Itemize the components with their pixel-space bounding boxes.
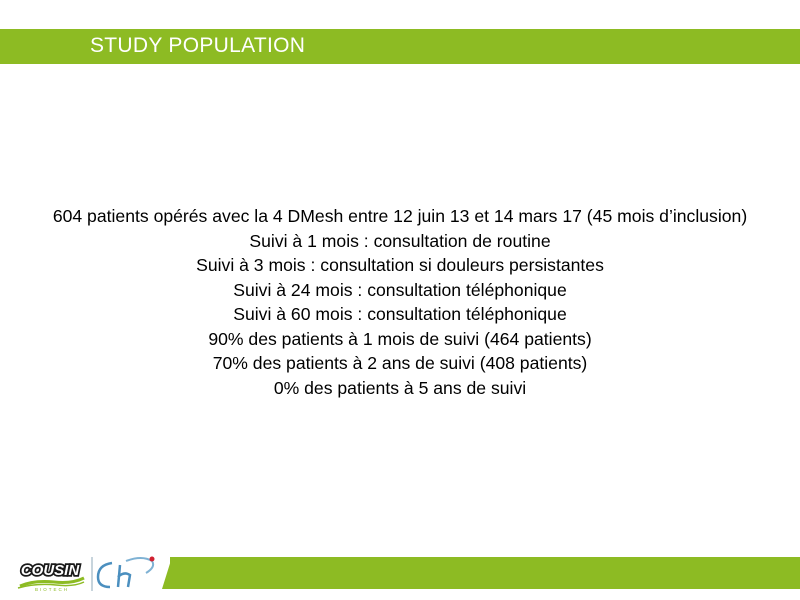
- slide-title: STUDY POPULATION: [90, 34, 306, 57]
- content-line-followup-60-months: Suivi à 60 mois : consultation téléphonique: [233, 304, 567, 324]
- footer-bar: [170, 557, 800, 589]
- content-line-followup-24-months: Suivi à 24 mois : consultation téléphonique: [233, 279, 567, 300]
- content-line-inclusion: 604 patients opérés avec la 4 DMesh entre 12 juin 13 et 14 mars 17 (45 mois d’inclusion): [52, 206, 748, 226]
- content-line-rate-5-years: 0% des patients à 5 ans de suivi: [273, 377, 527, 398]
- content-line-followup-1-month: Suivi à 1 mois : consultation de routine: [249, 230, 551, 251]
- title-bar: [0, 29, 800, 64]
- svg-text:BIOTECH: BIOTECH: [34, 587, 70, 592]
- cousin-biotech-logo: [14, 556, 86, 592]
- content-line-followup-3-months: Suivi à 3 mois : consultation si douleurs persistantes: [196, 255, 604, 275]
- svg-text:COUSIN: COUSIN: [20, 562, 80, 579]
- content-line-rate-1-month: 90% des patients à 1 mois de suivi (464 patients): [208, 328, 592, 349]
- ch-hospital-logo: [90, 553, 160, 593]
- slide-content: [0, 204, 800, 400]
- content-line-rate-2-years: 70% des patients à 2 ans de suivi (408 patients): [212, 353, 588, 373]
